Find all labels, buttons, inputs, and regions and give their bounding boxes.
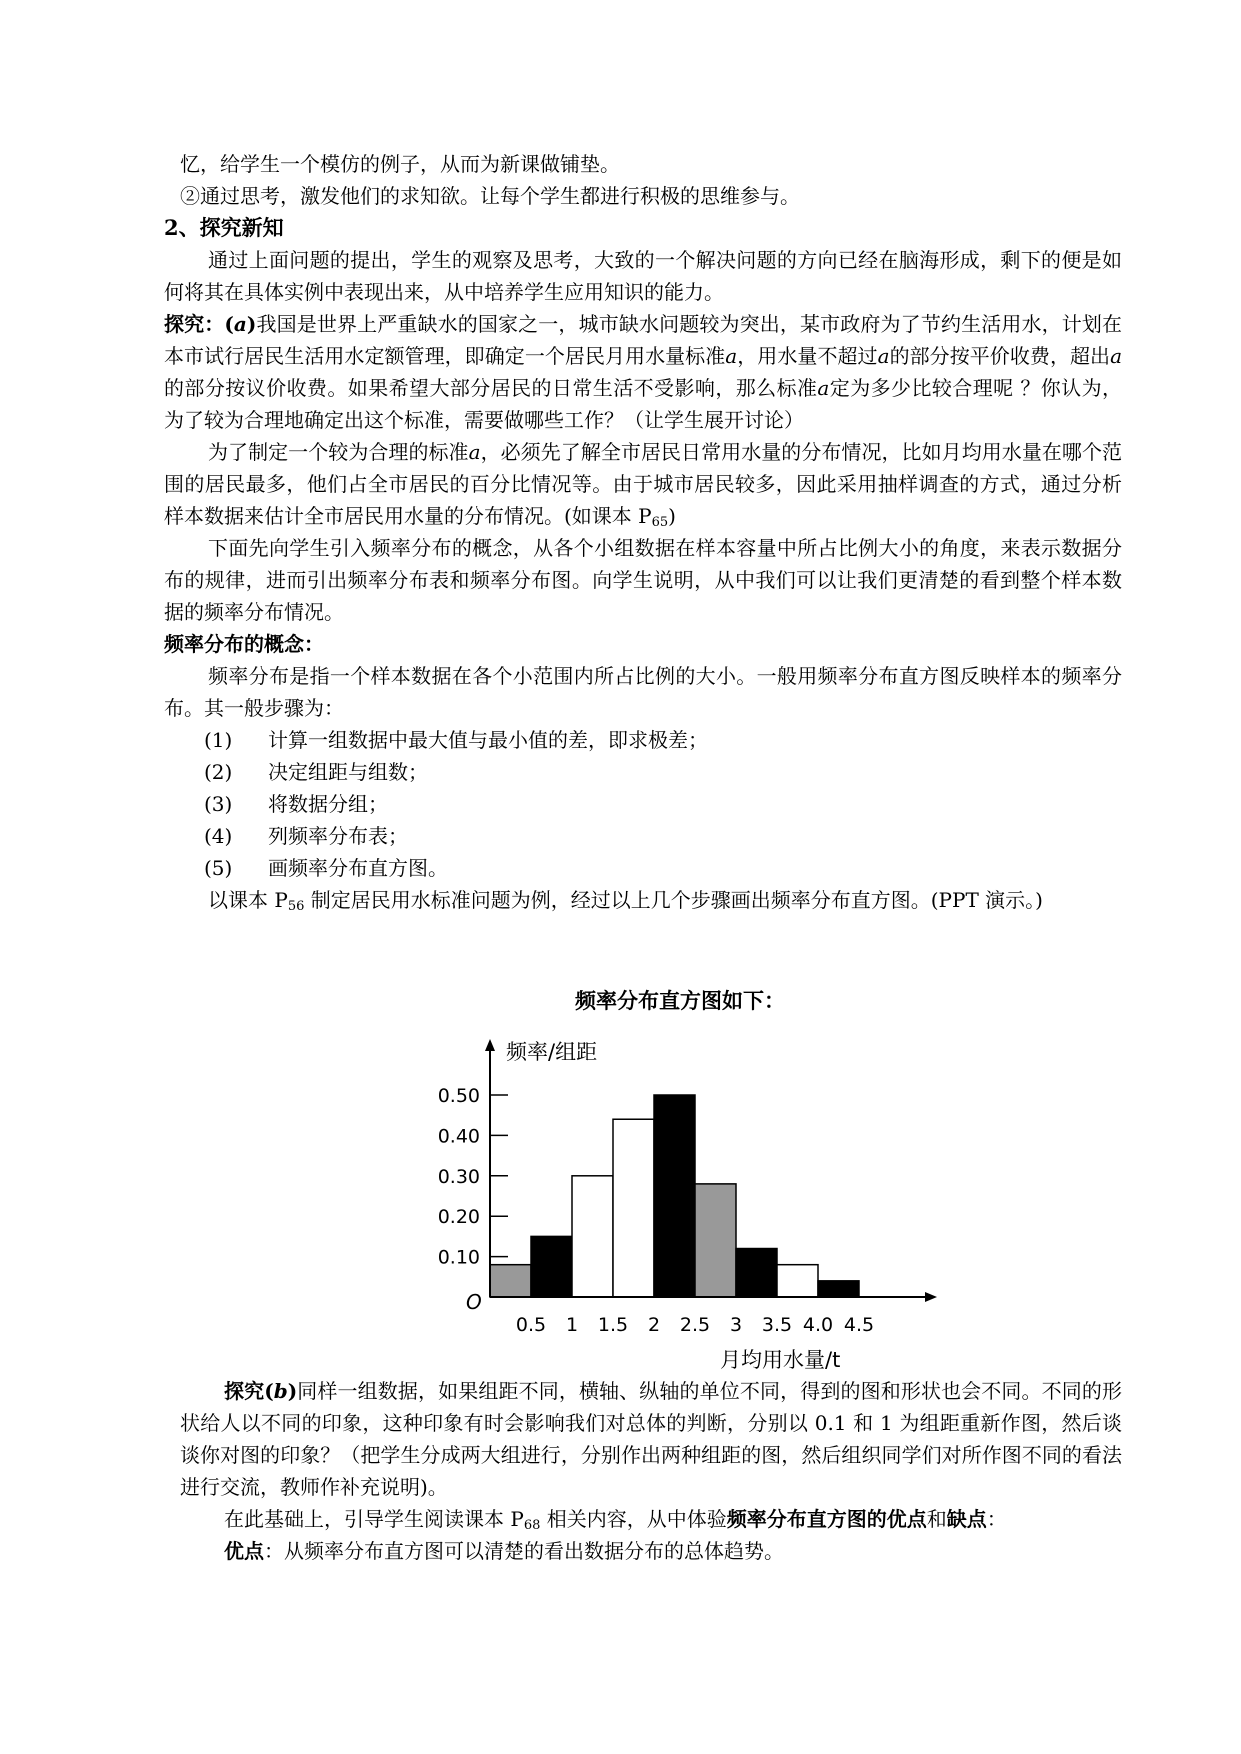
paragraph-inquiry-a	[164, 308, 1122, 436]
x-axis-arrow	[925, 1292, 937, 1302]
paragraph-reading	[180, 1503, 1122, 1535]
histogram-bar	[613, 1119, 654, 1297]
paragraph-freq-intro: 下面先向学生引入频率分布的概念，从各个小组数据在样本容量中所占比例大小的角度，来表示数据分布的规律，进而引出频率分布表和频率分布图。向学生说明，从中我们可以让我们更清楚的看到整个样本数据的频率分布情况。	[164, 536, 1122, 624]
chart-title: 频率分布直方图如下：	[575, 989, 785, 1013]
example-text-1: 以课本 P	[208, 888, 288, 912]
variable-a: a	[817, 376, 830, 400]
inquiry-b-close: )	[287, 1379, 298, 1403]
reading-text-4: ：	[986, 1507, 1007, 1531]
standard-text-1: 为了制定一个较为合理的标准	[208, 440, 469, 464]
histogram-bar	[736, 1249, 777, 1297]
paragraph-intro: 通过上面问题的提出，学生的观察及思考，大致的一个解决问题的方向已经在脑海形成，剩下的便是如何将其在具体实例中表现出来，从中培养学生应用知识的能力。	[164, 248, 1122, 304]
list-item	[164, 756, 1122, 788]
paragraph-thinking: ②通过思考，激发他们的求知欲。让每个学生都进行积极的思维参与。	[180, 184, 800, 208]
histogram-bar	[654, 1095, 695, 1297]
reading-bold-disadvantage: 缺点	[946, 1507, 987, 1531]
reading-text-3: 和	[926, 1507, 947, 1531]
x-tick-label: 3.5	[761, 1314, 793, 1336]
step-number: (4)	[204, 824, 233, 848]
step-text: 计算一组数据中最大值与最小值的差，即求极差；	[268, 728, 708, 752]
inquiry-a-mark: a	[233, 312, 247, 336]
variable-a: a	[468, 440, 481, 464]
y-tick-label: 0.40	[437, 1125, 480, 1148]
x-tick-label: 2.5	[679, 1314, 711, 1336]
inquiry-a-text-2: ，用水量不超过	[737, 344, 878, 368]
x-tick-label: 4.0	[802, 1314, 834, 1336]
paragraph-recall: 忆，给学生一个模仿的例子，从而为新课做铺垫。	[180, 152, 620, 176]
paragraph-standard	[164, 436, 1122, 532]
inquiry-b-mark: b	[273, 1379, 288, 1403]
list-item	[164, 724, 1122, 756]
reading-text-1: 在此基础上，引导学生阅读课本 P	[224, 1507, 524, 1531]
page-subscript: 65	[651, 515, 669, 530]
advantage-text: ：从频率分布直方图可以清楚的看出数据分布的总体趋势。	[264, 1539, 784, 1563]
x-tick-label: 1	[565, 1314, 579, 1336]
x-axis-label: 月均用水量/t	[720, 1348, 841, 1372]
reading-bold-advantage: 频率分布直方图的优点	[726, 1507, 927, 1531]
advantage-label: 优点	[224, 1539, 264, 1563]
inquiry-a-text-5: 定为多少比较合理呢 ？你认为，为了较为合理地确定出这个标准，需要做哪些工作？（让学生展开讨论）	[164, 376, 1123, 432]
histogram-bar	[490, 1265, 531, 1297]
inquiry-b-label: 探究	[224, 1379, 265, 1403]
step-number: (3)	[204, 792, 233, 816]
standard-text-2: ，必须先了解全市居民日常用水量的分布情况，比如月均用水量在哪个范围的居民最多，他们占全市居民的百分比情况等。由于城市居民较多，因此采用抽样调查的方式，通过分析样本数据来估计全市居民用水量的分布情况。(如课本 P	[164, 440, 1123, 528]
page-subscript: 56	[287, 899, 305, 914]
inquiry-b-text: 同样一组数据，如果组距不同，横轴、纵轴的单位不同，得到的图和形状也会不同。不同的形状给人以不同的印象，这种印象有时会影响我们对总体的判断，分别以 0.1 和 1 为组距重新作图，然后谈谈你对图的印象？（把学生分成两大组进行，分别作出两种组距的图，然后组织同学们对所作图不同的看法进行交流，教师作补充说明)。	[180, 1379, 1123, 1499]
step-text: 将数据分组；	[268, 792, 388, 816]
concept-text: 频率分布是指一个样本数据在各个小范围内所占比例的大小。一般用频率分布直方图反映样本的频率分布。其一般步骤为：	[164, 664, 1122, 720]
variable-a: a	[1110, 344, 1123, 368]
histogram-bar	[777, 1265, 818, 1297]
y-axis-label: 频率/组距	[506, 1040, 598, 1064]
y-axis-arrow	[485, 1039, 495, 1051]
concept-heading: 频率分布的概念：	[164, 632, 324, 656]
y-tick-label: 0.30	[437, 1165, 480, 1188]
bottom-text	[182, 1375, 1122, 1567]
inquiry-b-open: (	[264, 1379, 274, 1403]
list-item	[164, 788, 1122, 820]
inquiry-a-text-3: 的部分按平价收费，超出	[889, 344, 1111, 368]
histogram-chart	[420, 985, 940, 1385]
inquiry-a-text-1: 我国是世界上严重缺水的国家之一，城市缺水问题较为突出，某市政府为了节约生活用水，计划在本市试行居民生活用水定额管理，即确定一个居民月用水量标准	[164, 312, 1123, 368]
variable-a: a	[877, 344, 890, 368]
main-text	[164, 148, 1123, 916]
list-item	[164, 820, 1122, 852]
origin-label: O	[466, 1290, 482, 1314]
example-text-2: 制定居民用水标准问题为例，经过以上几个步骤画出频率分布直方图。(PPT 演示。)	[304, 888, 1043, 912]
step-text: 列频率分布表；	[268, 824, 408, 848]
x-tick-label: 2	[647, 1314, 661, 1336]
reading-text-2: 相关内容，从中体验	[540, 1507, 727, 1531]
y-tick-label: 0.10	[437, 1246, 480, 1269]
paragraph-example	[164, 884, 1122, 916]
variable-a: a	[725, 344, 738, 368]
histogram-bar	[572, 1176, 613, 1297]
inquiry-a-close: )	[246, 312, 257, 336]
inquiry-a-text-4: 的部分按议价收费。如果希望大部分居民的日常生活不受影响，那么标准	[164, 376, 818, 400]
y-tick-label: 0.50	[437, 1085, 480, 1107]
step-text: 决定组距与组数；	[268, 760, 428, 784]
histogram-bar	[695, 1184, 736, 1297]
histogram-bar	[531, 1236, 572, 1297]
step-number: (1)	[204, 728, 233, 752]
y-tick-label: 0.20	[437, 1206, 480, 1229]
histogram-figure	[420, 985, 940, 1385]
x-tick-label: 3	[729, 1314, 743, 1336]
inquiry-a-label: 探究：(	[164, 312, 234, 336]
standard-text-3: )	[668, 504, 676, 528]
list-item	[164, 852, 1122, 884]
histogram-bar	[818, 1281, 859, 1297]
paragraph-inquiry-b	[180, 1375, 1122, 1503]
x-tick-label: 4.5	[843, 1314, 875, 1336]
x-tick-label: 0.5	[515, 1314, 547, 1336]
step-number: (5)	[204, 856, 233, 880]
section-heading: 2、探究新知	[164, 215, 284, 240]
steps-list	[164, 724, 1122, 884]
page-subscript: 68	[523, 1518, 541, 1533]
paragraph-advantage	[180, 1535, 1122, 1567]
step-number: (2)	[204, 760, 233, 784]
x-tick-label: 1.5	[597, 1314, 629, 1336]
step-text: 画频率分布直方图。	[268, 856, 448, 880]
